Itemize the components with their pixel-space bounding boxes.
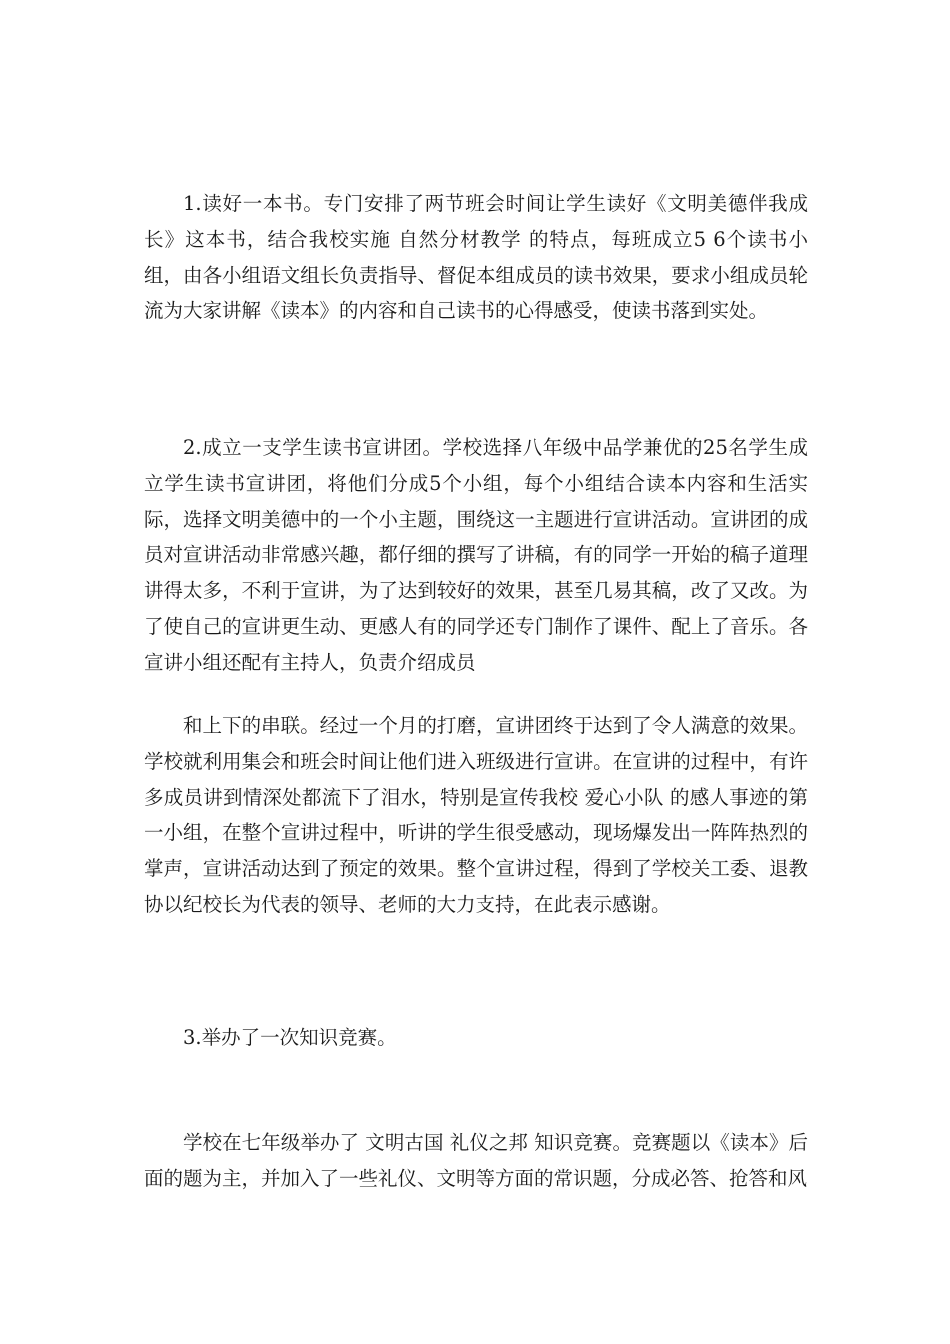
paragraph-lecture-group: 2.成立一支学生读书宣讲团。学校选择八年级中品学兼优的25名学生成立学生读书宣讲团，将他们分成5个小组，每个小组结合读本内容和生活实际，选择文明美德中的一个小主题，围绕这一主题进行宣讲活动。宣讲团的成员对宣讲活动非常感兴趣，都仔细的撰写了讲稿，有的同学一开始的稿子道理讲得太多，不利于宣讲，为了达到较好的效果，甚至几易其稿，改了又改。为了使自己的宣讲更生动、更感人有的同学还专门制作了课件、配上了音乐。各宣讲小组还配有主持人，负责介绍成员 [144, 436, 808, 674]
paragraph-read-a-book: 1.读好一本书。专门安排了两节班会时间让学生读好《文明美德伴我成长》这本书，结合我校实施 自然分材教学 的特点，每班成立5 6个读书小组，由各小组语文组长负责指导、督促本组成员的读书效果，要求小组成员轮流为大家讲解《读本》的内容和自己读书的心得感受，使读书落到实处。 [144, 192, 808, 323]
paragraph-knowledge-contest: 学校在七年级举办了 文明古国 礼仪之邦 知识竞赛。竞赛题以《读本》后面的题为主，并加入了一些礼仪、文明等方面的常识题，分成必答、抢答和风 [144, 1131, 808, 1190]
paragraph-knowledge-contest-heading: 3.举办了一次知识竞赛。 [183, 1026, 397, 1049]
paragraph-lecture-results: 和上下的串联。经过一个月的打磨，宣讲团终于达到了令人满意的效果。学校就利用集会和班会时间让他们进入班级进行宣讲。在宣讲的过程中，有许多成员讲到情深处都流下了泪水，特别是宣传我校 爱心小队 的感人事迹的第一小组，在整个宣讲过程中，听讲的学生很受感动，现场爆发出一阵阵热烈的掌声，宣讲活动达到了预定的效果。整个宣讲过程，得到了学校关工委、退教协以纪校长为代表的领导、老师的大力支持，在此表示感谢。 [144, 714, 808, 916]
